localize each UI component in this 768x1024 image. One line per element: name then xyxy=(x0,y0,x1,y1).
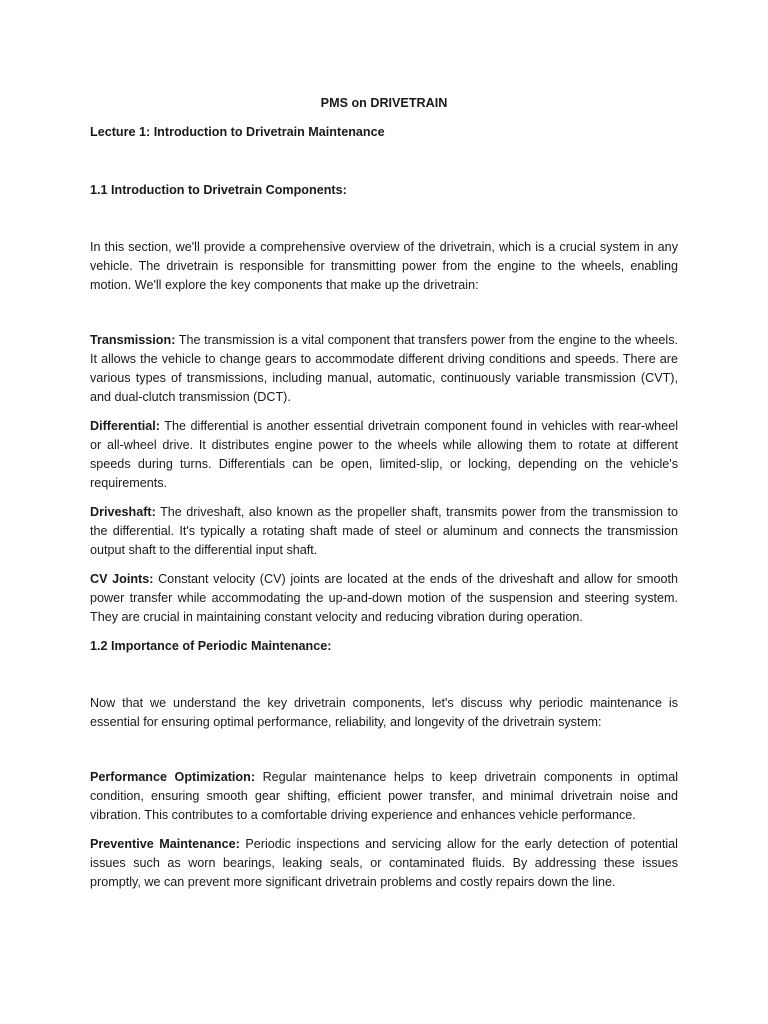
component-item-differential xyxy=(90,417,678,493)
section-heading-components: 1.1 Introduction to Drivetrain Components: xyxy=(90,183,347,197)
maintenance-term: Performance Optimization: xyxy=(90,770,256,784)
lecture-title: Lecture 1: Introduction to Drivetrain Maintenance xyxy=(90,125,385,139)
component-description: The transmission is a vital component that transfers power from the engine to the wheels. It allows the vehicle to change gears to accommodate different driving conditions and speeds. There are various types of transmissions, including manual, automatic, continuously variable transmission (CVT), and dual-clutch transmission (DCT). xyxy=(90,333,678,404)
component-term: Driveshaft: xyxy=(90,505,156,519)
component-term: Differential: xyxy=(90,419,160,433)
component-term: Transmission: xyxy=(90,333,176,347)
maintenance-description: Periodic inspections and servicing allow for the early detection of potential issues such as worn bearings, leaking seals, or contaminated fluids. By addressing these issues promptly, we can prevent more significant drivetrain problems and costly repairs down the line. xyxy=(90,837,678,889)
document-title: PMS on DRIVETRAIN xyxy=(320,96,448,110)
component-item-driveshaft xyxy=(90,503,678,560)
maintenance-term: Preventive Maintenance: xyxy=(90,837,240,851)
document-body xyxy=(90,94,678,892)
component-term: CV Joints: xyxy=(90,572,154,586)
component-item-transmission xyxy=(90,331,678,407)
section-intro-components: In this section, we'll provide a comprehensive overview of the drivetrain, which is a crucial system in any vehicle. The drivetrain is responsible for transmitting power from the engine to the wheels, enabling motion. We'll explore the key components that make up the drivetrain: xyxy=(90,240,678,292)
component-description: Constant velocity (CV) joints are located at the ends of the driveshaft and allow for smooth power transfer while accommodating the up-and-down motion of the suspension and steering system. They are crucial in maintaining constant velocity and reducing vibration during operation. xyxy=(90,572,678,624)
component-description: The differential is another essential drivetrain component found in vehicles with rear-wheel or all-wheel drive. It distributes engine power to the wheels while allowing them to rotate at different speeds during turns. Differentials can be open, limited-slip, or locking, depending on the vehicle's requirements. xyxy=(90,419,678,490)
component-item-cv-joints xyxy=(90,570,678,627)
maintenance-item-preventive xyxy=(90,835,678,892)
component-description: The driveshaft, also known as the propeller shaft, transmits power from the transmission to the differential. It's typically a rotating shaft made of steel or aluminum and connects the transmission output shaft to the differential input shaft. xyxy=(90,505,678,557)
section-heading-maintenance: 1.2 Importance of Periodic Maintenance: xyxy=(90,639,332,653)
maintenance-item-performance xyxy=(90,768,678,825)
maintenance-description: Regular maintenance helps to keep drivetrain components in optimal condition, ensuring smooth gear shifting, efficient power transfer, and minimal drivetrain noise and vibration. This contributes to a comfortable driving experience and enhances vehicle performance. xyxy=(90,770,678,822)
section-intro-maintenance: Now that we understand the key drivetrain components, let's discuss why periodic maintenance is essential for ensuring optimal performance, reliability, and longevity of the drivetrain system: xyxy=(90,696,678,729)
